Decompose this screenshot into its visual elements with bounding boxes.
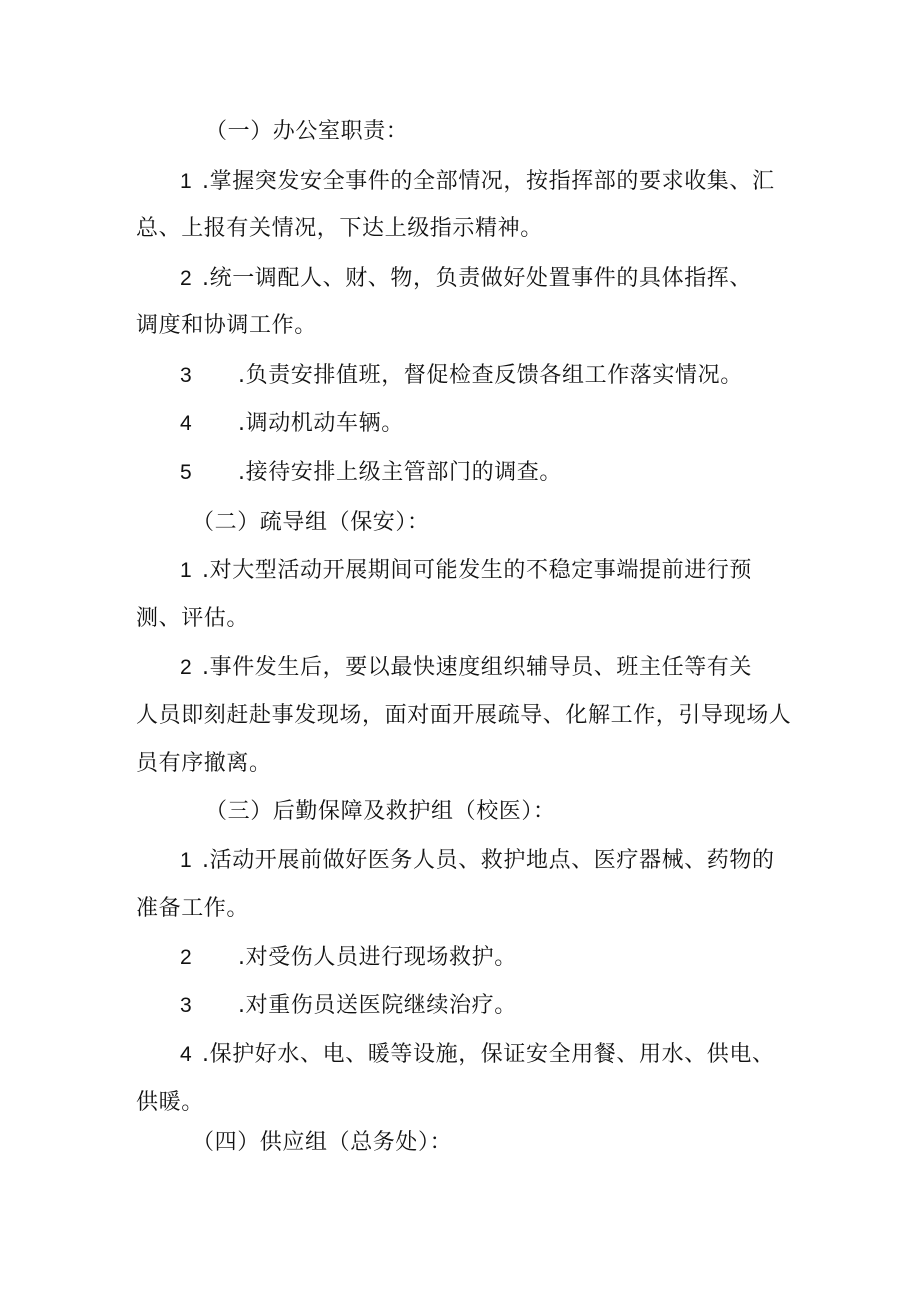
item-continuation: 测、评估。 xyxy=(136,606,250,631)
section-heading-logistics: （三）后勤保障及救护组（校医）： xyxy=(205,799,556,824)
item-text: .对重伤员送医院继续治疗。 xyxy=(238,993,517,1018)
item-number: 1 xyxy=(180,559,193,582)
item-text: .事件发生后，要以最快速度组织辅导员、班主任等有关 xyxy=(202,655,752,680)
item-number: 2 xyxy=(180,656,193,679)
item-text: .保护好水、电、暖等设施，保证安全用餐、用水、供电、 xyxy=(202,1042,775,1067)
section-heading-guidance: （二）疏导组（保安）： xyxy=(192,510,430,535)
item-number: 1 xyxy=(180,170,193,193)
item-text: .对受伤人员进行现场救护。 xyxy=(238,945,517,970)
item-number: 2 xyxy=(180,946,193,969)
item-continuation: 人员即刻赶赴事发现场，面对面开展疏导、化解工作，引导现场人 xyxy=(136,703,792,728)
item-text: .接待安排上级主管部门的调查。 xyxy=(238,460,562,485)
item-text: .调动机动车辆。 xyxy=(238,411,404,436)
item-text: .对大型活动开展期间可能发生的不稳定事端提前进行预 xyxy=(202,558,752,583)
item-continuation: 总、上报有关情况，下达上级指示精神。 xyxy=(136,216,543,241)
item-number: 5 xyxy=(180,461,193,484)
list-item xyxy=(180,409,404,439)
item-continuation: 调度和协调工作。 xyxy=(136,313,317,338)
list-item xyxy=(180,943,517,973)
section-heading-office: （一）办公室职责： xyxy=(205,119,409,144)
item-text: .掌握突发安全事件的全部情况，按指挥部的要求收集、汇 xyxy=(202,169,775,194)
list-item xyxy=(180,991,517,1021)
item-text: .统一调配人、财、物，负责做好处置事件的具体指挥、 xyxy=(202,266,752,291)
list-item xyxy=(180,264,752,294)
item-number: 3 xyxy=(180,994,193,1017)
list-item xyxy=(180,167,775,197)
item-number: 4 xyxy=(180,1043,193,1066)
list-item xyxy=(180,556,752,586)
item-continuation: 准备工作。 xyxy=(136,896,250,921)
list-item xyxy=(180,653,752,683)
item-number: 4 xyxy=(180,412,193,435)
item-text: .活动开展前做好医务人员、救护地点、医疗器械、药物的 xyxy=(202,848,775,873)
list-item xyxy=(180,361,743,391)
item-number: 1 xyxy=(180,849,193,872)
item-continuation: 供暖。 xyxy=(136,1090,204,1115)
list-item xyxy=(180,1040,775,1070)
item-number: 2 xyxy=(180,267,193,290)
section-heading-supply: （四）供应组（总务处）： xyxy=(192,1130,453,1155)
item-number: 3 xyxy=(180,364,193,387)
item-continuation: 员有序撤离。 xyxy=(136,751,272,776)
item-text: .负责安排值班，督促检查反馈各组工作落实情况。 xyxy=(238,363,743,388)
list-item xyxy=(180,458,562,488)
list-item xyxy=(180,846,775,876)
